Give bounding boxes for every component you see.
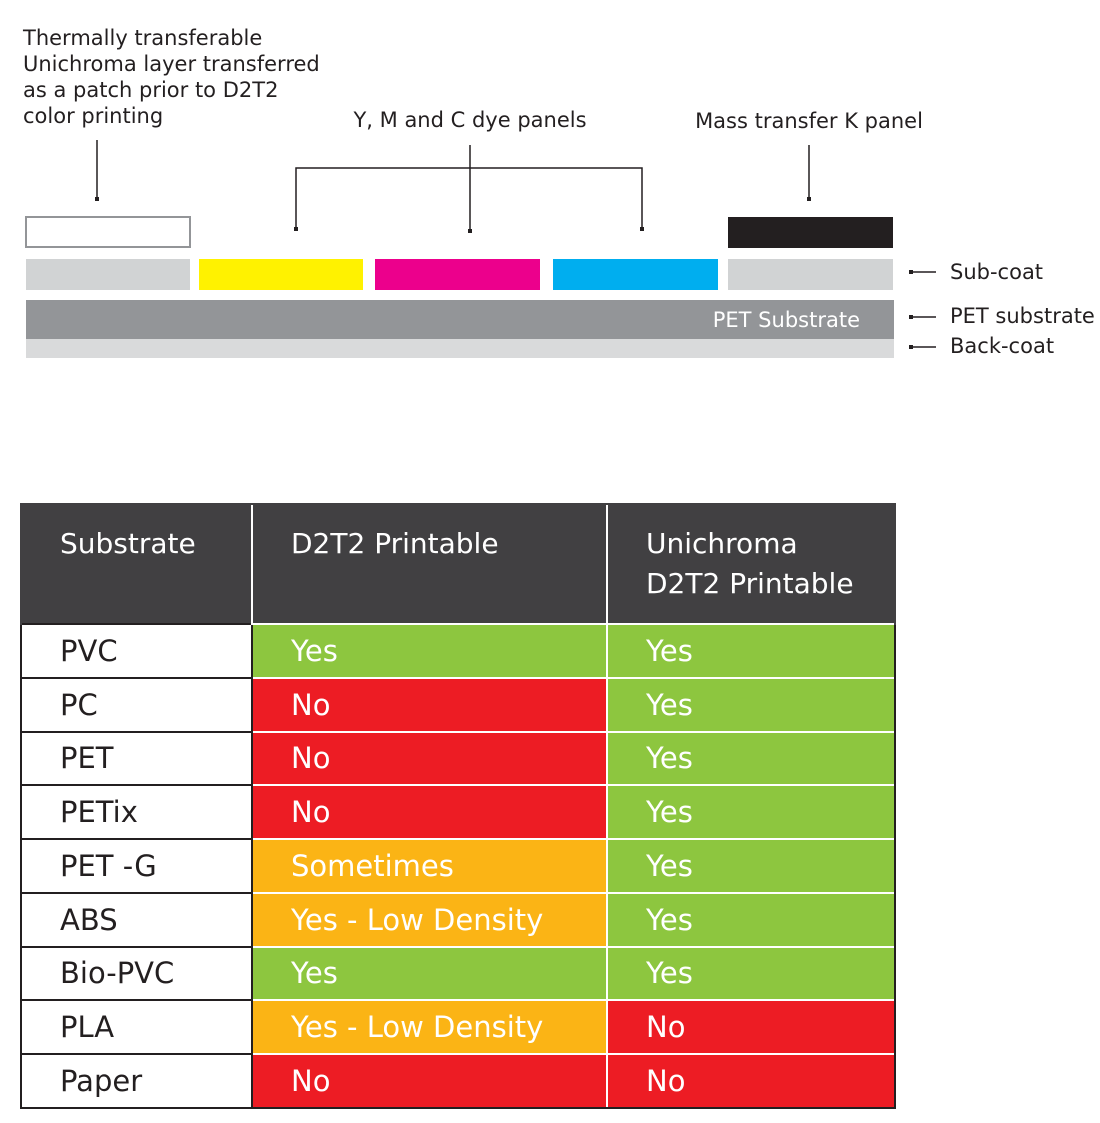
- unichroma-cell: Yes: [607, 624, 895, 678]
- leader-dot: [640, 227, 644, 231]
- legend-dot: [909, 345, 913, 349]
- substrate-cell: ABS: [21, 893, 252, 947]
- unichroma-cell: Yes: [607, 732, 895, 786]
- yellow-dye-panel: [199, 259, 363, 290]
- table-row: [21, 624, 895, 678]
- substrate-cell: PET: [21, 732, 252, 786]
- unichroma-label-line: as a patch prior to D2T2: [23, 78, 279, 102]
- pet-band-label: PET Substrate: [712, 308, 860, 332]
- unichroma-patch: [26, 217, 190, 247]
- table-row: [21, 947, 895, 1001]
- table-row: [21, 678, 895, 732]
- leader-dot: [468, 229, 472, 233]
- substrate-cell: PLA: [21, 1000, 252, 1054]
- d2t2-cell: Yes: [252, 624, 607, 678]
- k-panel: [728, 217, 893, 248]
- d2t2-cell: Sometimes: [252, 839, 607, 893]
- header-substrate: [21, 504, 252, 624]
- legend-pet-substrate: PET substrate: [950, 304, 1095, 328]
- unichroma-cell: No: [607, 1000, 895, 1054]
- substrate-cell: PET -G: [21, 839, 252, 893]
- table-row: [21, 893, 895, 947]
- leader-dot: [294, 227, 298, 231]
- substrate-cell: PC: [21, 678, 252, 732]
- unichroma-label-line: Unichroma layer transferred: [23, 52, 320, 76]
- cyan-dye-panel: [553, 259, 718, 290]
- substrate-cell: PVC: [21, 624, 252, 678]
- subcoat-panel-right: [728, 259, 893, 290]
- table-row: [21, 1054, 895, 1108]
- backcoat-band: [26, 339, 894, 358]
- unichroma-cell: Yes: [607, 947, 895, 1001]
- subcoat-panel-left: [26, 259, 190, 290]
- table-body: [21, 624, 895, 1108]
- legend-subcoat: Sub-coat: [950, 260, 1044, 284]
- unichroma-cell: No: [607, 1054, 895, 1108]
- table-row: [21, 732, 895, 786]
- legend-dots: [909, 270, 913, 349]
- unichroma-label-line: Thermally transferable: [23, 26, 263, 50]
- magenta-dye-panel: [375, 259, 540, 290]
- unichroma-label-line: color printing: [23, 104, 164, 128]
- legend-dot: [909, 315, 913, 319]
- unichroma-cell: Yes: [607, 785, 895, 839]
- d2t2-cell: Yes - Low Density: [252, 893, 607, 947]
- leader-dot: [807, 197, 811, 201]
- d2t2-cell: No: [252, 1054, 607, 1108]
- printability-table: [20, 503, 896, 1109]
- substrate-cell: Paper: [21, 1054, 252, 1108]
- table-row: [21, 1000, 895, 1054]
- legend-backcoat: Back-coat: [950, 334, 1055, 358]
- unichroma-cell: Yes: [607, 678, 895, 732]
- table-row: [21, 785, 895, 839]
- d2t2-cell: Yes - Low Density: [252, 1000, 607, 1054]
- unichroma-layer-label: [22, 26, 326, 128]
- ribbon-layer-diagram: [0, 0, 1100, 400]
- header-d2t2: [252, 504, 607, 624]
- table-row: [21, 839, 895, 893]
- unichroma-cell: Yes: [607, 839, 895, 893]
- header-d2t2-text: D2T2 Printable: [291, 527, 499, 560]
- dye-panels-label: Y, M and C dye panels: [353, 108, 587, 132]
- d2t2-cell: No: [252, 678, 607, 732]
- d2t2-cell: No: [252, 785, 607, 839]
- substrate-cell: PETix: [21, 785, 252, 839]
- legend-lines: [911, 272, 936, 347]
- k-panel-label: Mass transfer K panel: [695, 109, 923, 133]
- unichroma-cell: Yes: [607, 893, 895, 947]
- leader-dots: [95, 197, 811, 233]
- legend-dot: [909, 270, 913, 274]
- table-header-row: [21, 504, 895, 624]
- header-substrate-text: Substrate: [60, 527, 196, 560]
- header-unichroma-line1: Unichroma: [646, 527, 798, 560]
- header-unichroma: [607, 504, 895, 624]
- d2t2-cell: Yes: [252, 947, 607, 1001]
- d2t2-cell: No: [252, 732, 607, 786]
- leader-lines: [97, 140, 809, 230]
- header-unichroma-line2: D2T2 Printable: [646, 567, 854, 600]
- leader-dot: [95, 197, 99, 201]
- substrate-cell: Bio-PVC: [21, 947, 252, 1001]
- dye-bracket-line: [296, 168, 642, 228]
